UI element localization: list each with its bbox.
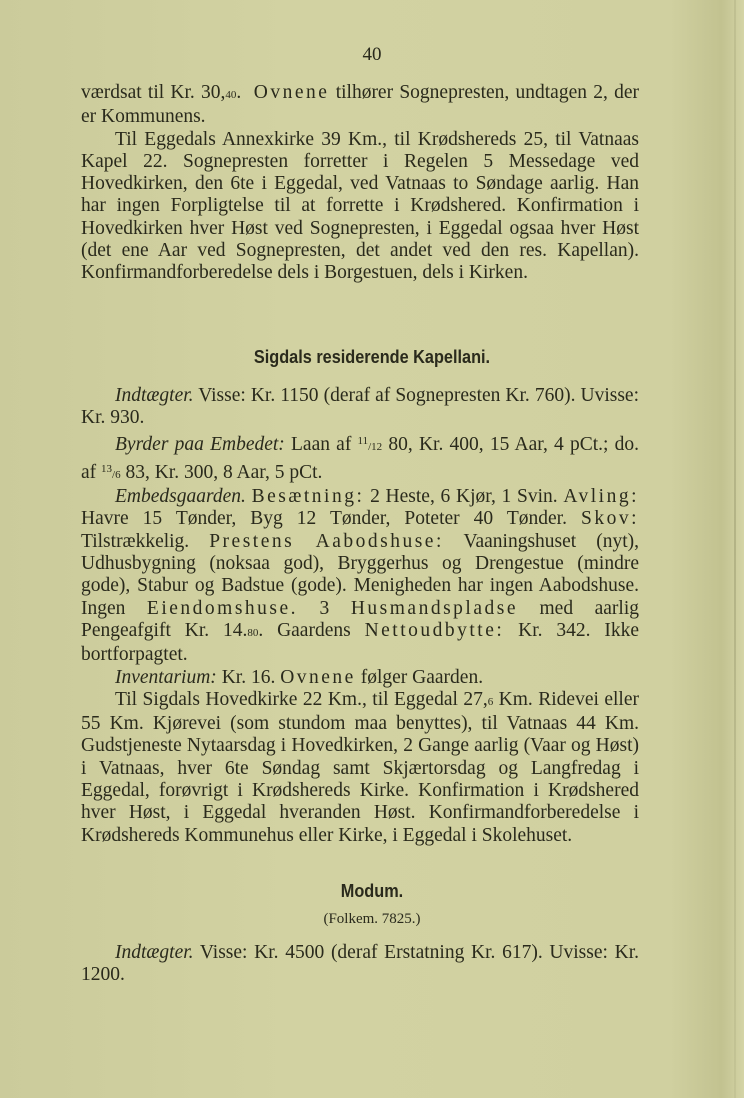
paragraph-inventory: Inventarium: Kr. 16. Ovnene følger Gaarden. — [115, 666, 484, 688]
paragraph-modum-income: Indtægter. Visse: Kr. 4500 (deraf Erstatning Kr. 617). Uvisse: Kr. 1200. — [81, 942, 639, 986]
opening-paragraphs — [81, 82, 639, 285]
section-sigdals-body — [81, 385, 639, 847]
paragraph-distances: Til Eggedals Annexkirke 39 Km., til Krødshereds 25, til Vatnaas Kapel 22. Sognepresten forretter i Regelen 5 Messedage ved Hovedkirken, den 6te i Eggedal, ved Vatnaas to Søndage aarlig. Han har ingen Forpligtelse til at forrette i Krødshered. Konfirmation i Hovedkirken hver Høst ved Sognepresten, i Eggedal ogsaa hver Høst (det ene Aar ved Sognepresten, det andet ved den res. Kapellan). Konfirmandforberedelse dels i Borgestuen, dels i Kirken. — [81, 128, 639, 284]
paragraph-stoves: værdsat til Kr. 30,40. Ovnene tilhører Sognepresten, undtagen 2, der er Kommunens. — [81, 82, 640, 128]
page-number: 40 — [362, 44, 382, 65]
population-note: (Folkem. 7825.) — [323, 911, 421, 927]
paragraph-farm: Embedsgaarden. Besætning: 2 Heste, 6 Kjør, 1 Svin. Avling: Havre 15 Tønder, Byg 12 Tønder, Poteter 40 Tønder. Skov: Tilstrækkelig. Prestens Aabodshuse: Vaaningshuset (nyt), Udhusbygning (noksaa god), Bryggerhus og Drengestue (mindre gode), Stabur og Badstue (gode). Menigheden har ingen Aabodshuse. Ingen Eiendomshuse. 3 Husmandspladse med aarlig Pengeafgift Kr. 14.80. Gaardens Nettoudbytte: Kr. 342. Ikke bortforpagtet. — [81, 486, 640, 666]
section-heading-modum: Modum. — [340, 880, 404, 901]
page-edge — [734, 0, 736, 1098]
section-heading-sigdals: Sigdals residerende Kapellani. — [253, 346, 491, 367]
paragraph-income: Indtægter. Visse: Kr. 1150 (deraf af Sognepresten Kr. 760). Uvisse: Kr. 930. — [81, 385, 639, 429]
section-modum-body — [81, 942, 639, 987]
paragraph-burdens: Byrder paa Embedet: Laan af $^{11}$/12 80, Kr. 400, 15 Aar, 4 pCt.; do. af $^{13}$/6 83, Kr. 300, 8 Aar, 5 pCt. — [81, 433, 640, 483]
paragraph-services: Til Sigdals Hovedkirke 22 Km., til Eggedal 27,6 Km. Ridevei eller 55 Km. Kjørevei (som stundom maa benyttes), til Vatnaas 44 Km. Gudstjeneste Nytaarsdag i Hovedkirken, 2 Gange aarlig (Vaar og Høst) i Vatnaas, hver 6te Søndag samt Skjærtorsdag og Langfredag i Eggedal, forøvrigt i Krødshereds Kirke. Konfirmation i Krødshered hver Høst, i Eggedal hveranden Høst. Konfirmandforberedelse i Krødshereds Kommunehus eller Kirke, i Eggedal i Skolehuset. — [81, 688, 639, 846]
